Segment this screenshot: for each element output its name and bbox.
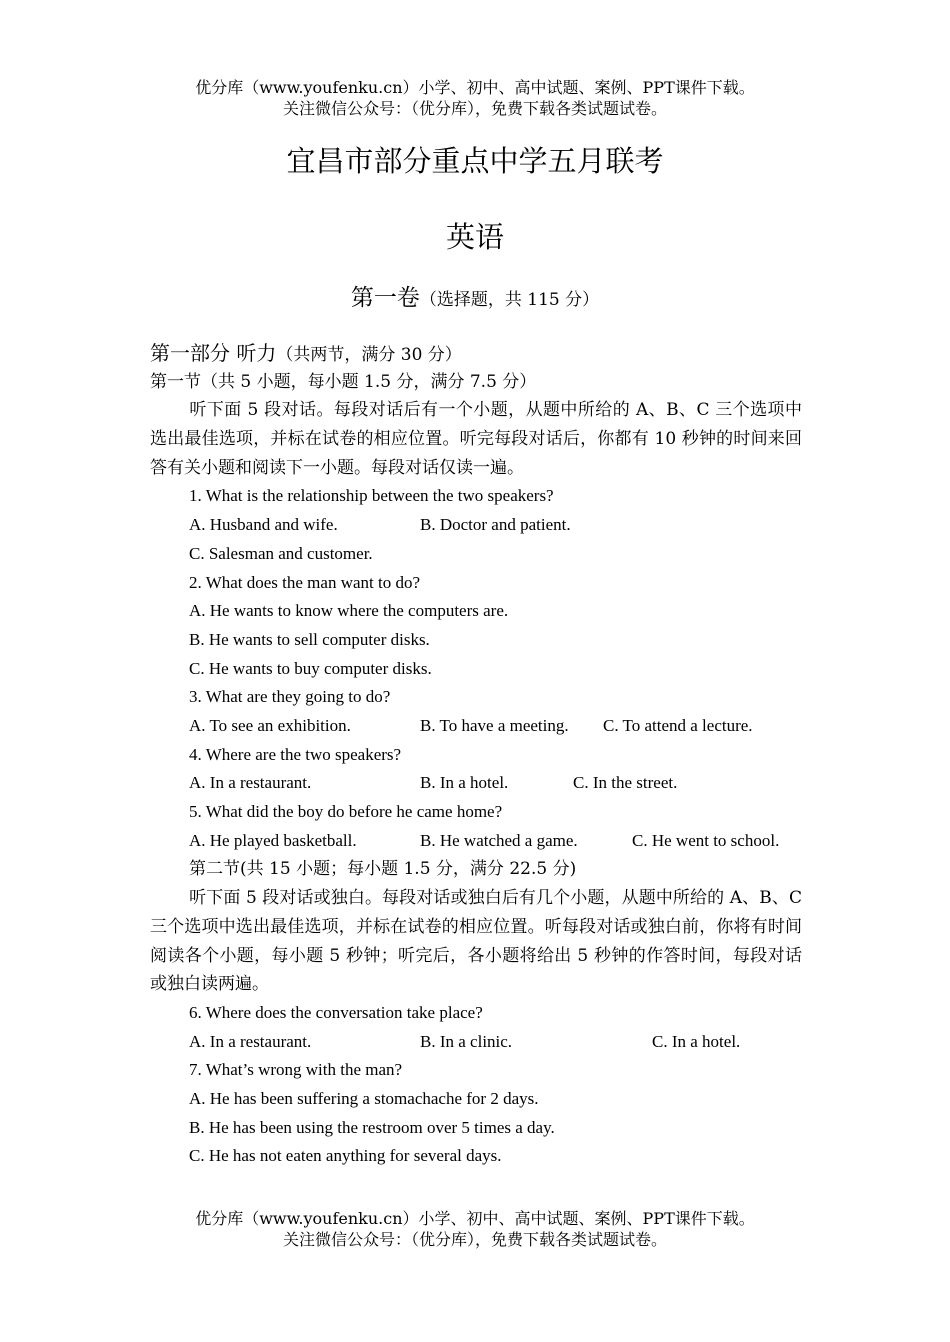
- option-c: C. He went to school.: [632, 830, 780, 850]
- section1-heading: 第一节（共 5 小题，每小题 1.5 分，满分 7.5 分）: [150, 371, 537, 392]
- option-a: A. He has been suffering a stomachache for 2 days.: [189, 1088, 539, 1108]
- part1-note: （共两节，满分 30 分）: [276, 345, 462, 365]
- question-5: 5. What did the boy do before he came home?: [189, 802, 503, 822]
- volume-main: 第一卷: [350, 285, 420, 311]
- exam-title: 宜昌市部分重点中学五月联考: [286, 144, 664, 178]
- option-b: B. In a clinic.: [420, 1031, 513, 1051]
- option-b: B. He wants to sell computer disks.: [189, 629, 430, 649]
- part1-main: 第一部分 听力: [150, 341, 277, 365]
- option-b: B. He watched a game.: [420, 830, 578, 850]
- header-line-2: 关注微信公众号：（优分库），免费下载各类试题试卷。: [282, 99, 667, 118]
- section2-instructions: 听下面 5 段对话或独白。每段对话或独白后有几个小题，从题中所给的 A、B、C 三个选项中选出最佳选项，并标在试卷的相应位置。听每段对话或独白前，你将有时间阅读各个小题，每小题 5 秒钟；听完后，各小题将给出 5 秒钟的作答时间，每段对话或独白读两遍。: [150, 888, 802, 995]
- exam-body: [150, 339, 802, 1171]
- option-a: A. In a restaurant.: [189, 773, 312, 793]
- question-1: 1. What is the relationship between the two speakers?: [189, 486, 554, 506]
- options-row: [150, 712, 802, 741]
- options-row: [150, 511, 802, 540]
- option-a: A. In a restaurant.: [189, 1031, 312, 1051]
- option-a: A. To see an exhibition.: [189, 715, 351, 735]
- option-b: B. Doctor and patient.: [420, 515, 571, 535]
- section1-instructions: 听下面 5 段对话。每段对话后有一个小题，从题中所给的 A、B、C 三个选项中选出最佳选项，并标在试卷的相应位置。听完每段对话后，你都有 10 秒钟的时间来回答有关小题和阅读下一小题。每段对话仅读一遍。: [150, 400, 802, 478]
- option-a: A. Husband and wife.: [189, 515, 338, 535]
- option-a: A. He wants to know where the computers are.: [189, 601, 509, 621]
- option-a: A. He played basketball.: [189, 830, 357, 850]
- question-7: 7. What’s wrong with the man?: [189, 1060, 403, 1080]
- question-3: 3. What are they going to do?: [189, 687, 391, 707]
- volume-title: [0, 283, 950, 315]
- question-4: 4. Where are the two speakers?: [189, 744, 402, 764]
- part1-heading: [150, 339, 802, 368]
- option-b: B. He has been using the restroom over 5 times a day.: [189, 1117, 555, 1137]
- header-line-1: 优分库（www.youfenku.cn）小学、初中、高中试题、案例、PPT课件下载。: [195, 78, 755, 97]
- option-b: B. In a hotel.: [420, 773, 509, 793]
- section2-heading: 第二节(共 15 小题；每小题 1.5 分，满分 22.5 分): [189, 859, 577, 880]
- footer-line-2: 关注微信公众号：（优分库），免费下载各类试题试卷。: [282, 1230, 667, 1249]
- question-6: 6. Where does the conversation take place?: [189, 1002, 483, 1022]
- option-c: C. He has not eaten anything for several days.: [189, 1146, 502, 1166]
- option-c: C. In the street.: [573, 773, 678, 793]
- subject-title: 英语: [445, 220, 504, 254]
- page-footer: [0, 1208, 950, 1250]
- footer-line-1: 优分库（www.youfenku.cn）小学、初中、高中试题、案例、PPT课件下载。: [195, 1209, 755, 1228]
- option-c: C. Salesman and customer.: [189, 543, 373, 563]
- options-row: [150, 769, 802, 798]
- page-header: [0, 77, 950, 119]
- option-c: C. He wants to buy computer disks.: [189, 658, 432, 678]
- volume-note: （选择题，共 115 分）: [419, 290, 600, 310]
- option-c: C. To attend a lecture.: [603, 715, 753, 735]
- option-b: B. To have a meeting.: [420, 715, 569, 735]
- question-2: 2. What does the man want to do?: [189, 572, 421, 592]
- options-row: [150, 827, 802, 856]
- option-c: C. In a hotel.: [652, 1031, 741, 1051]
- options-row: [150, 1028, 802, 1057]
